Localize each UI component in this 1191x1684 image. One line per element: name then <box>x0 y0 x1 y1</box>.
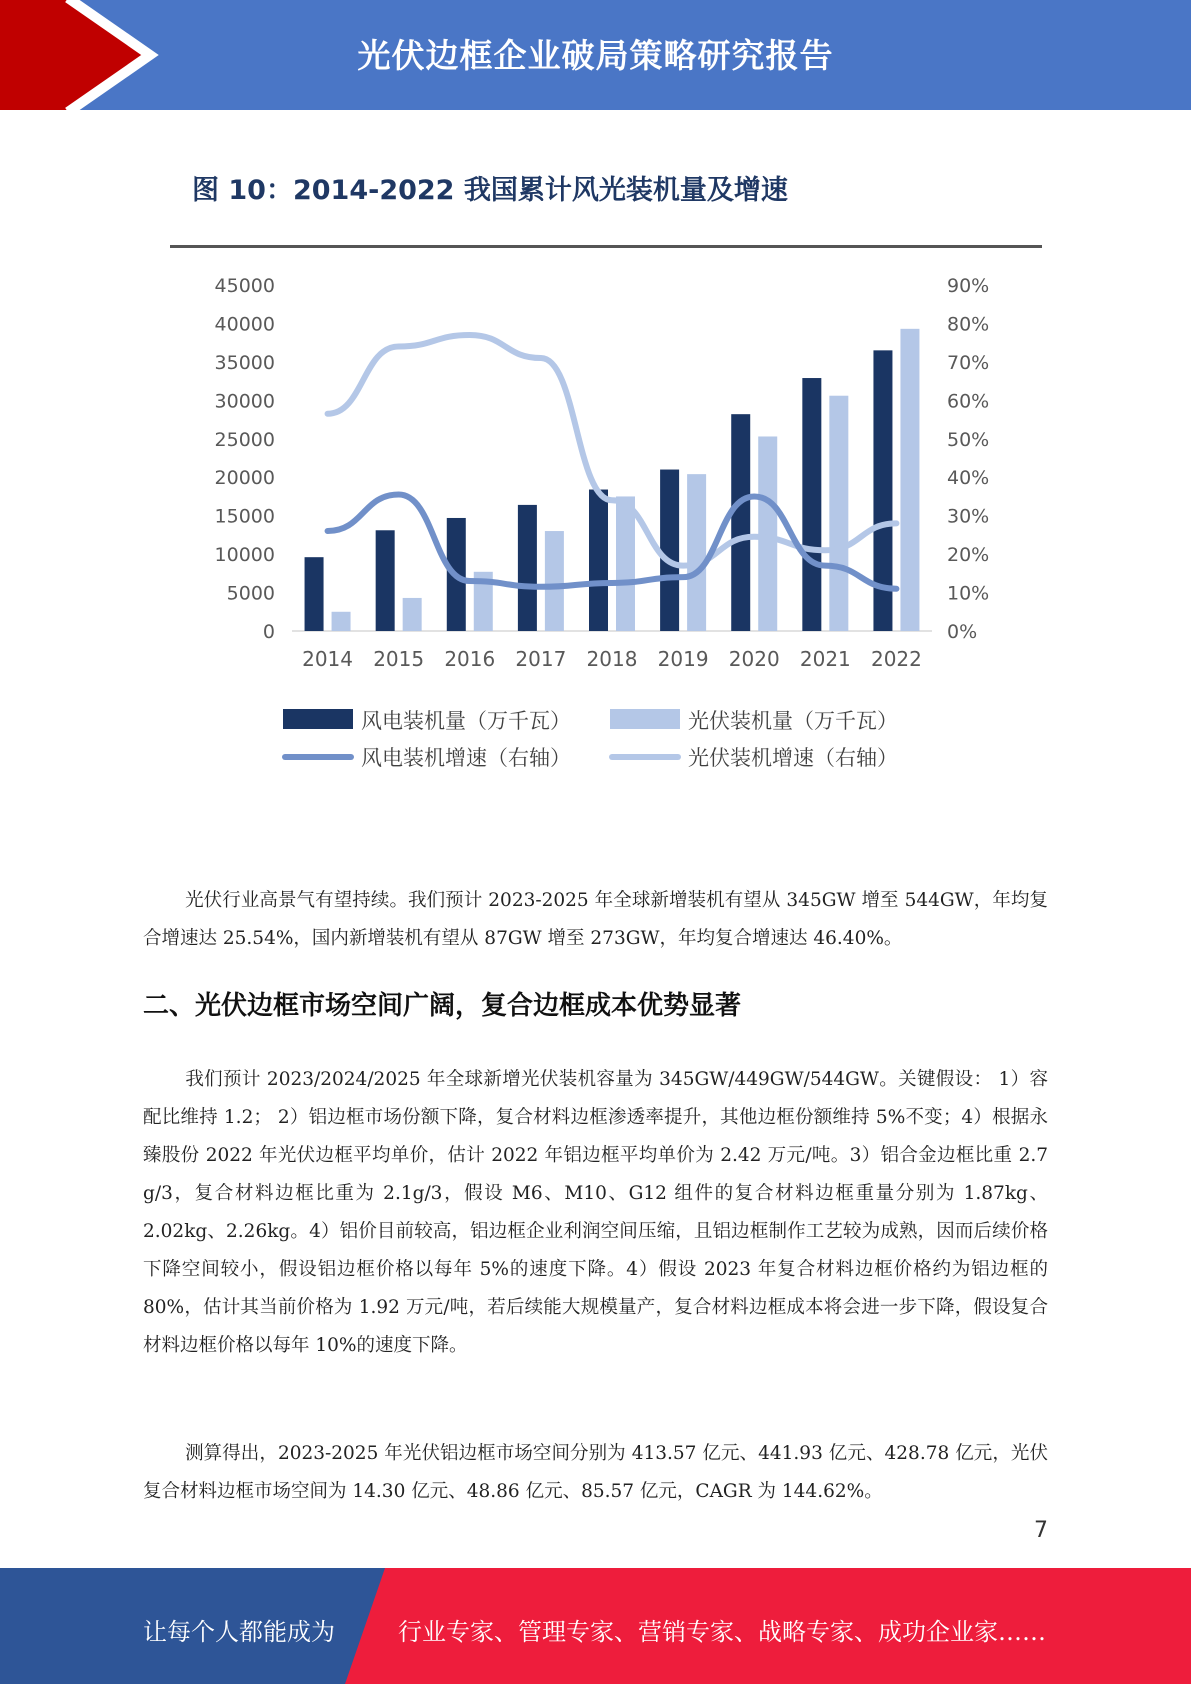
y-left-tick-label: 45000 <box>214 275 275 297</box>
x-tick-label: 2015 <box>373 647 425 671</box>
y-left-tick-label: 35000 <box>214 351 275 374</box>
legend-label: 风电装机量（万千瓦） <box>361 709 571 733</box>
footer-slogan-right: 行业专家、管理专家、营销专家、战略专家、成功企业家…… <box>398 1618 1046 1646</box>
bar-solar <box>687 474 706 631</box>
x-tick-label: 2016 <box>444 647 496 671</box>
bar-solar <box>829 396 848 631</box>
figure-title: 图 10：2014-2022 我国累计风光装机量及增速 <box>192 175 788 206</box>
bar-solar <box>758 436 777 631</box>
legend-label: 风电装机增速（右轴） <box>361 746 571 770</box>
y-right-tick-label: 50% <box>947 428 990 451</box>
y-right-tick-label: 80% <box>947 313 990 336</box>
bar-wind <box>802 378 821 631</box>
x-tick-label: 2022 <box>870 647 922 671</box>
bar-solar <box>403 598 422 631</box>
x-tick-label: 2017 <box>515 647 567 671</box>
y-left-tick-label: 25000 <box>214 428 275 451</box>
y-right-tick-label: 0% <box>947 621 978 643</box>
y-right-tick-label: 10% <box>947 582 990 605</box>
paragraph-assumptions-text: 我们预计 2023/2024/2025 年全球新增光伏装机容量为 345GW/449GW/544GW。关键假设： 1）容配比维持 1.2； 2）铝边框市场份额下降，复合材料边框渗透率提升，其他边框份额维持 5%不变；4）根据永臻股份 2022 年光伏边框平均单价，估计 2022 年铝边框平均单价为 2.42 万元/吨。3）铝合金边框比重 2.7 g/3，复合材料边框比重为 2.1g/3，假设 M6、M10、G12 组件的复合材料边框重量分别为 1.87kg、2.02kg、2.26kg。4）铝价目前较高，铝边框企业利润空间压缩，且铝边框制作工艺较为成熟，因而后续价格下降空间较小，假设铝边框价格以每年 5%的速度下降。4）假设 2023 年复合材料边框价格约为铝边框的 80%，估计其当前价格为 1.92 万元/吨，若后续能大规模量产，复合材料边框成本将会进一步下降，假设复合材料边框价格以每年 10%的速度下降。 <box>143 1069 1048 1356</box>
x-tick-label: 2019 <box>657 647 709 671</box>
bar-wind <box>305 557 324 631</box>
y-left-tick-label: 0 <box>262 621 275 643</box>
y-right-tick-label: 90% <box>947 275 990 297</box>
legend-swatch <box>283 709 353 729</box>
legend-swatch <box>610 709 680 729</box>
x-tick-label: 2021 <box>799 647 851 671</box>
paragraph-outlook <box>143 882 1048 958</box>
paragraph-assumptions <box>143 1061 1048 1365</box>
y-right-tick-label: 30% <box>947 505 990 528</box>
y-right-tick-label: 20% <box>947 544 990 567</box>
legend-label: 光伏装机增速（右轴） <box>688 746 898 770</box>
bar-solar <box>332 612 351 631</box>
bar-wind <box>518 505 537 631</box>
paragraph-results <box>143 1435 1048 1511</box>
footer-banner <box>0 1568 1191 1684</box>
legend-label: 光伏装机量（万千瓦） <box>688 709 898 733</box>
y-left-tick-label: 30000 <box>214 390 275 413</box>
section-heading: 二、光伏边框市场空间广阔，复合边框成本优势显著 <box>143 991 742 1021</box>
combo-chart <box>0 250 1191 790</box>
bar-solar <box>900 329 919 631</box>
x-tick-label: 2018 <box>586 647 638 671</box>
bar-wind <box>660 470 679 631</box>
y-right-tick-label: 70% <box>947 351 990 374</box>
report-header <box>0 0 1191 110</box>
page-number: 7 <box>1034 1518 1048 1543</box>
bar-wind <box>376 530 395 631</box>
y-left-tick-label: 10000 <box>214 544 275 567</box>
bar-wind <box>589 490 608 631</box>
y-left-tick-label: 15000 <box>214 505 275 528</box>
y-left-tick-label: 5000 <box>226 582 275 605</box>
paragraph-results-text: 测算得出，2023-2025 年光伏铝边框市场空间分别为 413.57 亿元、441.93 亿元、428.78 亿元，光伏复合材料边框市场空间为 14.30 亿元、48.86 亿元、85.57 亿元，CAGR 为 144.62%。 <box>143 1443 1048 1502</box>
y-right-tick-label: 40% <box>947 467 990 490</box>
figure-title-divider <box>170 245 1042 248</box>
paragraph-outlook-text: 光伏行业高景气有望持续。我们预计 2023-2025 年全球新增装机有望从 345GW 增至 544GW，年均复合增速达 25.54%，国内新增装机有望从 87GW 增至 273GW，年均复合增速达 46.40%。 <box>143 890 1048 949</box>
x-tick-label: 2020 <box>728 647 780 671</box>
footer-slogan-left: 让每个人都能成为 <box>143 1618 335 1646</box>
bar-wind <box>731 414 750 631</box>
y-left-tick-label: 40000 <box>214 313 275 336</box>
y-left-tick-label: 20000 <box>214 467 275 490</box>
x-tick-label: 2014 <box>302 647 354 671</box>
y-right-tick-label: 60% <box>947 390 990 413</box>
bar-solar <box>616 496 635 631</box>
bar-solar <box>545 531 564 631</box>
report-title: 光伏边框企业破局策略研究报告 <box>357 36 834 75</box>
